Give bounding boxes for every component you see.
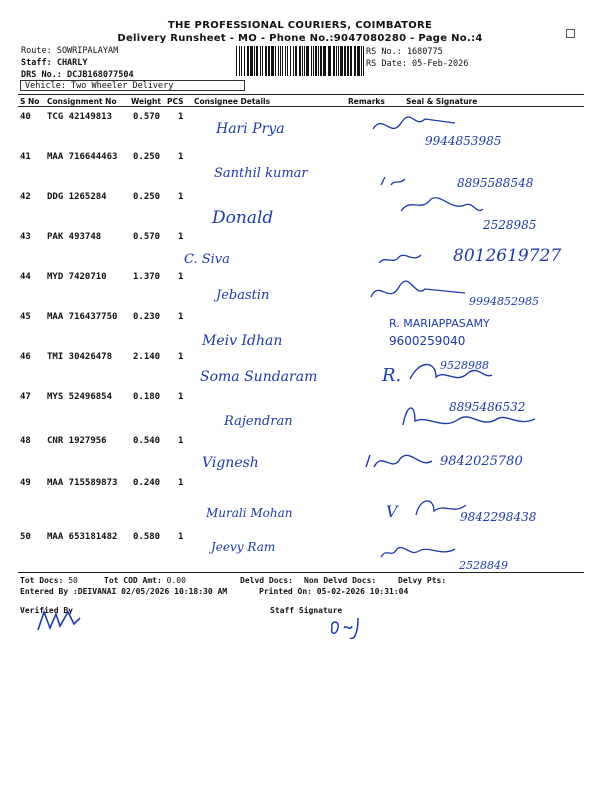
row-weight: 1.370 [133,272,161,282]
barcode-bar [247,46,249,76]
row-consignment: TMI 30426478 [47,352,113,362]
entered-by: Entered By :DEIVANAI 02/05/2026 10:18:30 AM [20,587,228,596]
row-weight: 0.250 [133,192,161,202]
signature-handwriting [365,229,595,269]
barcode-bar [344,46,346,76]
row-pcs: 1 [178,112,184,122]
barcode-bar [315,46,317,76]
signature-handwriting [385,389,595,433]
delvd-docs: Delvd Docs: [240,576,293,585]
barcode-bar [295,46,297,76]
tot-cod: Tot COD Amt: 0.00 [104,576,186,585]
svg-text:Jebastin: Jebastin [216,288,270,303]
barcode-bar [350,46,352,76]
row-consignment: MAA 716644463 [47,152,118,162]
row-pcs: 1 [178,478,184,488]
consignee-handwriting [190,433,340,473]
row-weight: 0.180 [133,392,161,402]
vehicle-box: Vehicle: Two Wheeler Delivery [20,80,245,91]
col-sno: S No [20,97,40,106]
route-label: Route: SOWRIPALAYAM [21,46,119,56]
barcode-bar [340,46,343,76]
row-weight: 0.240 [133,478,161,488]
row-consignment: DDG 1265284 [47,192,107,202]
table-row [0,189,600,229]
svg-text:9842298438: 9842298438 [460,510,537,523]
row-pcs: 1 [178,312,184,322]
consignee-handwriting [190,389,340,433]
barcode-bar [254,46,255,76]
table-row [0,529,600,572]
barcode-bar [293,46,294,76]
row-sno: 41 [20,152,31,162]
barcode-bar [268,46,270,76]
signature-handwriting [360,433,595,477]
col-consignee: Consignee Details [194,97,271,106]
row-weight: 0.580 [133,532,161,542]
barcode-bar [275,46,276,76]
barcode-bar [265,46,267,76]
barcode-bar [290,46,291,76]
svg-text:Meiv Idhan: Meiv Idhan [202,333,283,349]
consignee-handwriting [190,269,340,309]
row-sno: 40 [20,112,31,122]
row-consignment: MAA 715589873 [47,478,118,488]
barcode-bar [250,46,253,76]
signature-handwriting [375,529,595,573]
consignee-handwriting [190,309,340,349]
svg-text:Hari Prya: Hari Prya [216,121,285,137]
row-sno: 47 [20,392,31,402]
row-weight: 0.250 [133,152,161,162]
barcode-bar [311,46,312,76]
signature-handwriting [385,309,595,351]
barcode-bar [302,46,303,76]
row-consignment: MAA 716437750 [47,312,118,322]
barcode-bar [361,46,362,76]
verified-signature [34,604,84,634]
company-title: THE PROFESSIONAL COURIERS, COIMBATORE [167,20,433,31]
staff-label: Staff: CHARLY [21,58,88,68]
rs-number: RS No.: 1680775 [366,47,443,57]
signature-handwriting [380,475,595,523]
svg-text:Rajendran: Rajendran [224,414,293,429]
svg-text:R. MARIAPPASAMY: R. MARIAPPASAMY [389,317,490,330]
svg-text:9842025780: 9842025780 [440,454,523,469]
consignee-handwriting [200,475,340,523]
tot-docs: Tot Docs: 50 [20,576,78,585]
signature-handwriting [365,189,595,229]
col-remarks: Remarks [348,97,385,106]
row-pcs: 1 [178,272,184,282]
barcode-bar [260,46,261,76]
row-consignment: TCG 42149813 [47,112,113,122]
barcode-bar [241,46,242,76]
barcode-bar [354,46,356,76]
runsheet-subtitle: Delivery Runsheet - MO - Phone No.:9047080280 - Page No.:4 [117,33,483,44]
row-sno: 49 [20,478,31,488]
consignee-handwriting [180,229,340,269]
row-pcs: 1 [178,232,184,242]
signature-handwriting [380,349,595,389]
signature-handwriting [365,269,595,309]
row-sno: 48 [20,436,31,446]
table-row [0,389,600,429]
footer-rule [18,572,584,573]
svg-text:8012619727: 8012619727 [453,246,562,266]
printed-on: Printed On: 05-02-2026 10:31:04 [259,587,409,596]
barcode-bar [236,46,237,76]
svg-text:9528988: 9528988 [440,359,489,372]
staff-signature-label: Staff Signature [270,606,343,615]
svg-text:Soma Sundaram: Soma Sundaram [200,369,318,385]
row-consignment: MYS 52496854 [47,392,113,402]
svg-text:Vignesh: Vignesh [202,455,259,471]
barcode-bar [306,46,309,76]
header-top-rule [18,94,584,95]
svg-text:2528985: 2528985 [483,218,537,229]
barcode-bar [320,46,322,76]
row-pcs: 1 [178,152,184,162]
svg-text:Jeevy Ram: Jeevy Ram [211,540,276,554]
svg-text:2528849: 2528849 [459,559,508,572]
barcode-bar [338,46,339,76]
barcode-bar [336,46,337,76]
barcode-bar [304,46,305,76]
row-consignment: CNR 1927956 [47,436,107,446]
row-consignment: MYD 7420710 [47,272,107,282]
row-weight: 0.540 [133,436,161,446]
table-row [0,229,600,269]
barcode-bar [282,46,283,76]
consignee-handwriting [190,149,340,189]
row-pcs: 1 [178,192,184,202]
barcode-bar [333,46,335,76]
drs-number: DRS No.: DCJB168077504 [21,70,134,80]
consignee-handwriting [190,109,340,149]
non-delvd-docs: Non Delvd Docs: [304,576,377,585]
consignee-handwriting [190,349,340,389]
barcode-bar [262,46,263,76]
barcode-bar [256,46,258,76]
row-pcs: 1 [178,392,184,402]
barcode [236,46,364,76]
svg-text:8895588548: 8895588548 [457,176,534,189]
signature-handwriting [365,149,595,189]
corner-checkbox [566,29,575,38]
consignee-handwriting [190,189,340,229]
signature-handwriting [365,109,595,149]
table-row [0,109,600,149]
col-seal-signature: Seal & Signature [406,97,478,106]
row-consignment: PAK 493748 [47,232,102,242]
barcode-bar [347,46,349,76]
col-pcs: PCS [167,97,184,106]
svg-text:Murali Mohan: Murali Mohan [206,506,293,520]
row-weight: 0.570 [133,112,161,122]
barcode-bar [244,46,245,76]
barcode-bar [328,46,331,76]
barcode-bar [299,46,301,76]
barcode-bar [280,46,281,76]
table-row [0,269,600,309]
consignee-handwriting [205,529,340,569]
table-row [0,309,600,349]
svg-text:9944853985: 9944853985 [425,134,502,148]
row-weight: 2.140 [133,352,161,362]
table-row [0,149,600,189]
col-weight: Weight [131,97,161,106]
svg-text:9994852985: 9994852985 [469,295,539,308]
row-weight: 0.230 [133,312,161,322]
svg-text:C. Siva: C. Siva [184,252,230,267]
svg-text:V: V [386,502,398,521]
row-pcs: 1 [178,352,184,362]
table-row [0,349,600,389]
staff-signature [328,614,368,642]
barcode-bar [323,46,326,76]
verified-by: Verified By [20,606,73,615]
row-sno: 50 [20,532,31,542]
barcode-bar [239,46,240,76]
barcode-bar [271,46,274,76]
delvy-pts: Delvy Pts: [398,576,447,585]
barcode-bar [318,46,319,76]
col-consignment: Consignment No [47,97,117,106]
row-sno: 44 [20,272,31,282]
row-sno: 46 [20,352,31,362]
table-row [0,433,600,473]
row-sno: 42 [20,192,31,202]
row-weight: 0.570 [133,232,161,242]
barcode-bar [313,46,314,76]
row-consignment: MAA 653181482 [47,532,118,542]
table-row [0,475,600,523]
svg-text:8895486532: 8895486532 [449,400,526,414]
row-sno: 43 [20,232,31,242]
barcode-bar [357,46,360,76]
barcode-bar [363,46,364,76]
barcode-bar [278,46,279,76]
barcode-bar [285,46,286,76]
row-pcs: 1 [178,436,184,446]
rs-date: RS Date: 05-Feb-2026 [366,59,469,69]
header-bottom-rule [18,106,584,107]
barcode-bar [287,46,288,76]
svg-text:Santhil kumar: Santhil kumar [214,166,308,181]
svg-text:9600259040: 9600259040 [389,334,466,348]
svg-text:R.: R. [382,365,402,386]
svg-text:Donald: Donald [212,208,274,228]
row-sno: 45 [20,312,31,322]
row-pcs: 1 [178,532,184,542]
